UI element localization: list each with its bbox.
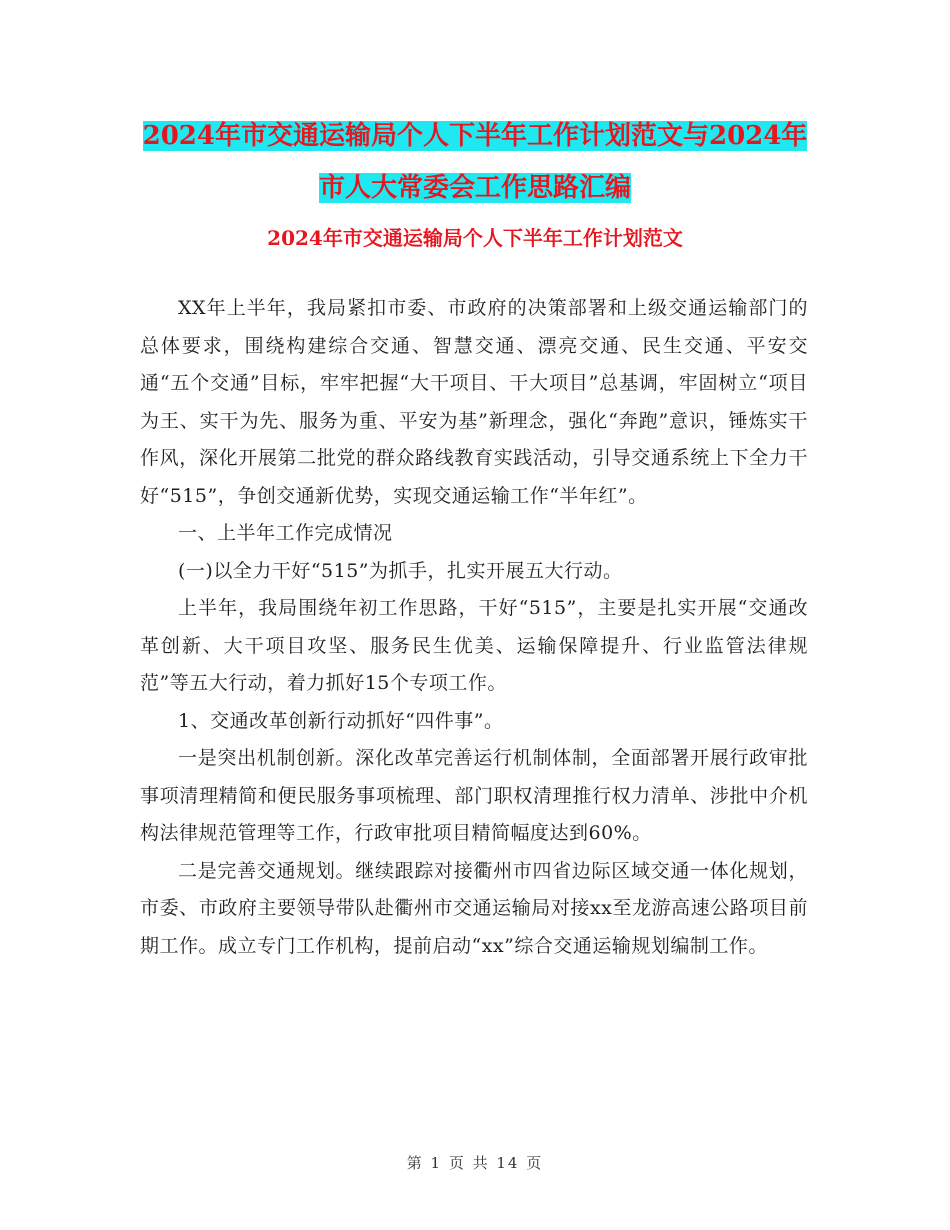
document-main-title <box>140 110 810 214</box>
document-body <box>140 290 808 965</box>
paragraph-mechanism: 一是突出机制创新。深化改革完善运行机制体制，全面部署开展行政审批事项清理精简和便民服务事项梳理、部门职权清理推行权力清单、涉批中介机构法律规范管理等工作，行政审批项目精简幅度达到60%。 <box>140 747 808 844</box>
page-footer: 第 1 页 共 14 页 <box>406 1154 544 1172</box>
paragraph-heading-1: 一、上半年工作完成情况 <box>178 522 393 544</box>
main-title-highlight: 2024年市交通运输局个人下半年工作计划范文与2024年市人大常委会工作思路汇编 <box>142 121 808 203</box>
paragraph-heading-item-1: 1、交通改革创新行动抓好“四件事”。 <box>178 709 504 732</box>
section-title: 2024年市交通运输局个人下半年工作计划范文 <box>267 226 683 250</box>
paragraph-planning: 二是完善交通规划。继续跟踪对接衢州市四省边际区域交通一体化规划，市委、市政府主要领导带队赴衢州市交通运输局对接xx至龙游高速公路项目前期工作。成立专门工作机构，提前启动“xx”综合交通运输规划编制工作。 <box>140 859 808 957</box>
paragraph-heading-1-1: (一)以全力干好“515”为抓手，扎实开展五大行动。 <box>178 559 623 582</box>
paragraph-intro: XX年上半年，我局紧扣市委、市政府的决策部署和上级交通运输部门的总体要求，围绕构建综合交通、智慧交通、漂亮交通、民生交通、平安交通“五个交通”目标，牢牢把握“大干项目、干大项目”总基调，牢固树立“项目为王、实干为先、服务为重、平安为基”新理念，强化“奔跑”意识，锤炼实干作风，深化开展第二批党的群众路线教育实践活动，引导交通系统上下全力干好“515”，争创交通新优势，实现交通运输工作“半年红”。 <box>140 297 808 507</box>
paragraph-overview: 上半年，我局围绕年初工作思路，干好“515”，主要是扎实开展“交通改革创新、大干项目攻坚、服务民生优美、运输保障提升、行业监管法律规范”等五大行动，着力抓好15个专项工作。 <box>140 597 808 694</box>
